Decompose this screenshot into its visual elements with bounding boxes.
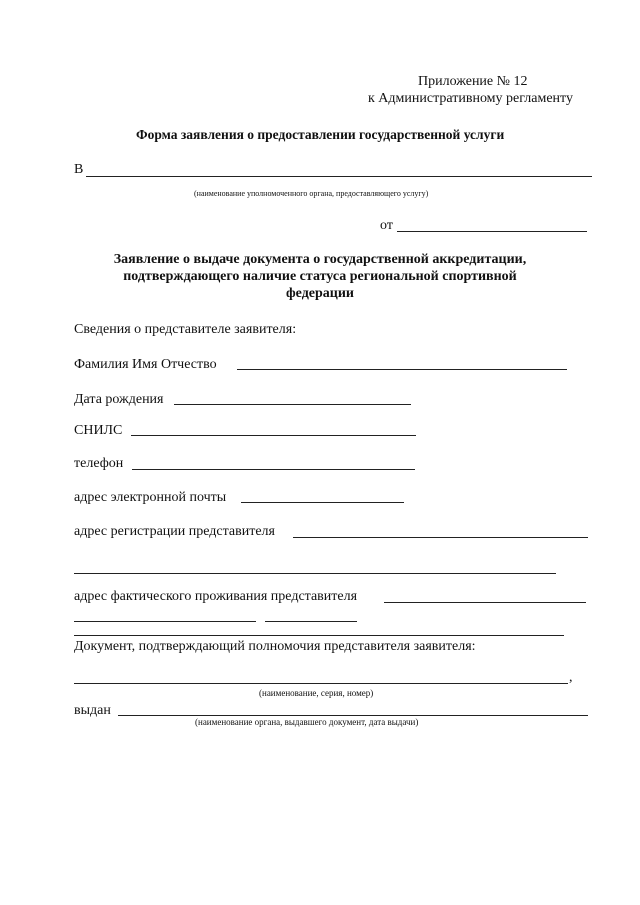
authority-name-field[interactable] [86, 176, 592, 177]
full-name-field[interactable] [237, 369, 567, 370]
document-comma: , [569, 670, 573, 685]
from-field[interactable] [397, 231, 587, 232]
from-prefix: от [380, 218, 393, 233]
annex-number: Приложение № 12 [418, 74, 528, 89]
actual-address-field-line2a[interactable] [74, 621, 256, 622]
document-label: Документ, подтверждающий полномочия представителя заявителя: [74, 639, 476, 654]
application-heading-line3: федерации [286, 286, 354, 301]
birth-date-field[interactable] [174, 404, 411, 405]
issued-field[interactable] [118, 715, 588, 716]
full-name-label: Фамилия Имя Отчество [74, 357, 217, 372]
snils-field[interactable] [131, 435, 416, 436]
application-heading-line1: Заявление о выдаче документа о государственной аккредитации, [113, 252, 527, 267]
reg-address-label: адрес регистрации представителя [74, 524, 275, 539]
issued-hint: (наименование органа, выдавшего документ, дата выдачи) [195, 717, 419, 727]
to-prefix: В [74, 162, 84, 177]
form-title: Форма заявления о предоставлении государственной услуги [136, 127, 505, 142]
birth-date-label: Дата рождения [74, 392, 164, 407]
email-label: адрес электронной почты [74, 490, 227, 505]
issued-label: выдан [74, 703, 111, 718]
authority-hint: (наименование уполномоченного органа, предоставляющего услугу) [194, 189, 429, 198]
reg-address-field-line2[interactable] [74, 573, 556, 574]
phone-label: телефон [74, 456, 124, 471]
section-title: Сведения о представителе заявителя: [74, 322, 297, 337]
document-field[interactable] [74, 683, 568, 684]
application-heading-line2: подтверждающего наличие статуса региональной спортивной [123, 269, 517, 284]
actual-address-label: адрес фактического проживания представителя [74, 589, 358, 604]
actual-address-field[interactable] [384, 602, 586, 603]
annex-regulation: к Административному регламенту [368, 91, 573, 106]
reg-address-field[interactable] [293, 537, 588, 538]
email-field[interactable] [241, 502, 404, 503]
actual-address-field-line3[interactable] [74, 635, 564, 636]
snils-label: СНИЛС [74, 423, 123, 438]
document-hint: (наименование, серия, номер) [259, 688, 374, 698]
actual-address-field-line2b[interactable] [265, 621, 357, 622]
phone-field[interactable] [132, 469, 415, 470]
